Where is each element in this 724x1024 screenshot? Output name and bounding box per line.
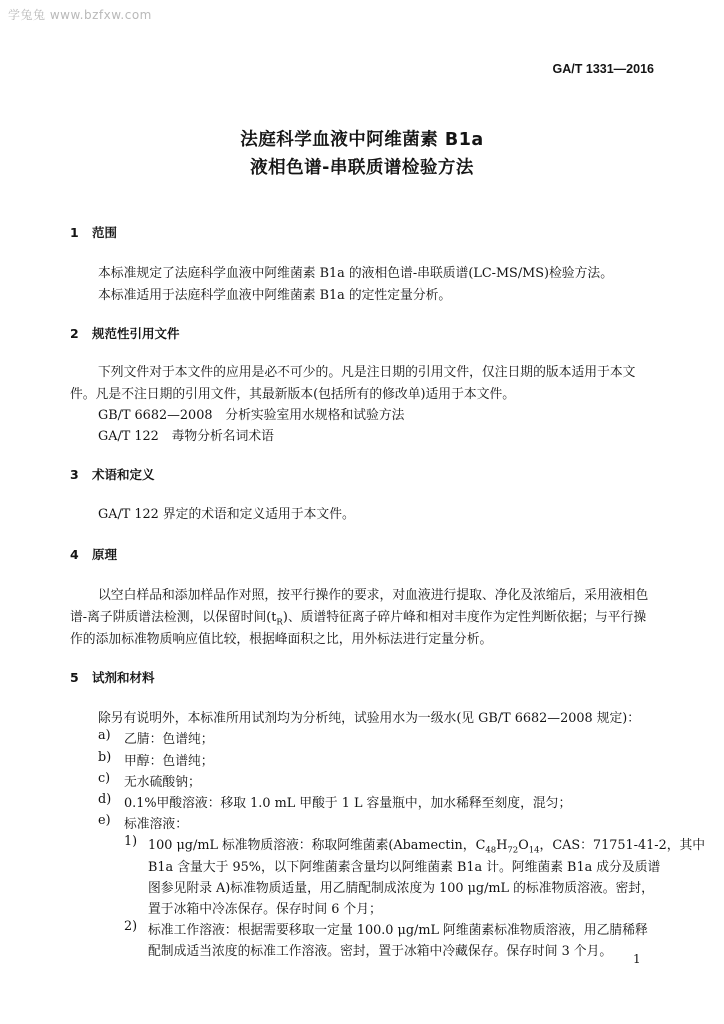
list-item-acetonitrile: 乙腈：色谱纯； — [124, 732, 214, 747]
sub-item-label: 2) — [124, 919, 138, 934]
section-1-heading — [70, 223, 117, 241]
section-4-title: 原理 — [92, 547, 118, 562]
section-4-paragraph-line-2 — [70, 606, 646, 628]
hydrogen-count-subscript: 72 — [507, 845, 519, 856]
sub-item-1-line-1 — [148, 834, 705, 856]
list-item-standard-solutions: 标准溶液： — [124, 817, 188, 832]
section-1-paragraph-1: 本标准规定了法庭科学血液中阿维菌素 B1a 的液相色谱-串联质谱(LC-MS/MS)检验方法。 — [98, 266, 613, 281]
section-4-line-2-end: )、质谱特征离子碎片峰和相对丰度作为定性判断依据；与平行操 — [282, 610, 647, 625]
section-5-title: 试剂和材料 — [92, 670, 155, 685]
section-4-heading — [70, 545, 117, 563]
sub-item-1-line-1-end: ，CAS：71751-41-2，其中 — [539, 838, 706, 853]
list-item-label: d) — [98, 792, 112, 807]
document-title-line2: 液相色谱-串联质谱检验方法 — [250, 158, 474, 178]
carbon-count-subscript: 48 — [485, 845, 497, 856]
reference-gb-t-6682: GB/T 6682—2008 分析实验室用水规格和试验方法 — [98, 408, 405, 423]
section-1-number: 1 — [70, 225, 79, 240]
list-item-formic-acid: 0.1%甲酸溶液：移取 1.0 mL 甲酸于 1 L 容量瓶中，加水稀释至刻度，混匀； — [124, 796, 572, 811]
sub-item-label: 1) — [124, 834, 138, 849]
list-item-sodium-sulfate: 无水硫酸钠； — [124, 775, 201, 790]
list-item-label: b) — [98, 750, 112, 765]
standard-code: GA/T 1331—2016 — [552, 62, 654, 76]
section-1-paragraph-2: 本标准适用于法庭科学血液中阿维菌素 B1a 的定性定量分析。 — [98, 288, 452, 303]
section-2-paragraph-line-1: 下列文件对于本文件的应用是必不可少的。凡是注日期的引用文件，仅注日期的版本适用于本文 — [98, 365, 636, 380]
page-number: 1 — [633, 952, 641, 966]
section-2-paragraph-line-2: 件。凡是不注日期的引用文件，其最新版本(包括所有的修改单)适用于本文件。 — [70, 387, 516, 402]
section-3-heading — [70, 465, 155, 483]
sub-item-2-line-1: 标准工作溶液：根据需要移取一定量 100.0 μg/mL 阿维菌素标准物质溶液，用乙腈稀释 — [148, 923, 648, 938]
section-4-paragraph-line-1: 以空白样品和添加样品作对照，按平行操作的要求，对血液进行提取、净化及浓缩后，采用液相色 — [98, 588, 649, 603]
reference-ga-t-122: GA/T 122 毒物分析名词术语 — [98, 429, 274, 444]
oxygen-count-subscript: 14 — [528, 845, 540, 856]
section-2-title: 规范性引用文件 — [92, 326, 180, 341]
sub-item-1-line-1-start: 100 μg/mL 标准物质溶液：称取阿维菌素(Abamectin，C — [148, 838, 486, 853]
section-2-heading — [70, 324, 180, 342]
list-item-label: e) — [98, 813, 111, 828]
retention-time-subscript: R — [276, 617, 283, 628]
hydrogen-symbol: H — [496, 838, 508, 853]
oxygen-symbol: O — [518, 838, 529, 853]
section-3-number: 3 — [70, 467, 79, 482]
list-item-label: c) — [98, 771, 111, 786]
sub-item-1-line-2: B1a 含量大于 95%，以下阿维菌素含量均以阿维菌素 B1a 计。阿维菌素 B1a 成分及质谱 — [148, 860, 661, 875]
list-item-label: a) — [98, 728, 111, 743]
section-3-title: 术语和定义 — [92, 467, 155, 482]
section-1-title: 范围 — [92, 225, 118, 240]
list-item-methanol: 甲醇：色谱纯； — [124, 754, 214, 769]
section-2-number: 2 — [70, 326, 79, 341]
section-5-intro: 除另有说明外，本标准所用试剂均为分析纯，试验用水为一级水(见 GB/T 6682—2008 规定)： — [98, 711, 641, 726]
section-4-line-2-start: 谱-离子阱质谱法检测，以保留时间(t — [70, 610, 277, 625]
section-4-paragraph-line-3: 作的添加标准物质响应值比较，根据峰面积之比，用外标法进行定量分析。 — [70, 632, 493, 647]
sub-item-2-line-2: 配制成适当浓度的标准工作溶液。密封，置于冰箱中冷藏保存。保存时间 3 个月。 — [148, 944, 613, 959]
document-title-line1: 法庭科学血液中阿维菌素 B1a — [240, 130, 484, 150]
section-5-heading — [70, 668, 155, 686]
section-3-paragraph: GA/T 122 界定的术语和定义适用于本文件。 — [98, 507, 355, 522]
watermark: 学兔兔 www.bzfxw.com — [8, 8, 152, 22]
section-4-number: 4 — [70, 547, 79, 562]
sub-item-1-line-3: 图参见附录 A)标准物质适量，用乙腈配制成浓度为 100 μg/mL 的标准物质溶液。密封， — [148, 881, 654, 896]
sub-item-1-line-4: 置于冰箱中冷冻保存。保存时间 6 个月； — [148, 902, 382, 917]
section-5-number: 5 — [70, 670, 79, 685]
